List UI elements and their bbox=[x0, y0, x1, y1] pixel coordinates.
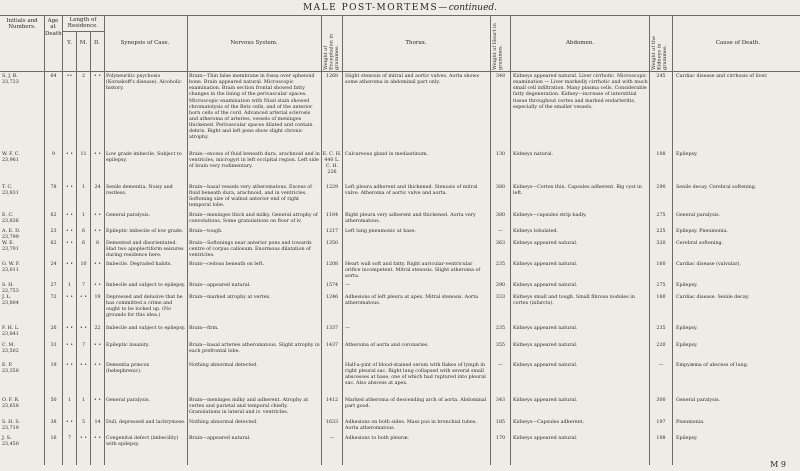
cell-m: 11 bbox=[80, 152, 87, 157]
patient-initials: W. E. bbox=[2, 241, 15, 246]
page-number: M 9 bbox=[770, 460, 786, 469]
cell-age: 78 bbox=[50, 185, 57, 190]
header-residence: Length of Residence. bbox=[67, 17, 99, 30]
cell-m: • • bbox=[79, 295, 88, 300]
cell-brain: 1246 bbox=[325, 295, 339, 300]
cell-y: • • bbox=[65, 241, 74, 246]
cell-abdomen: Kidneys appeared natural. bbox=[513, 326, 578, 331]
cell-synopsis: Congenital defect (imbecility) with epilepsy. bbox=[106, 436, 179, 448]
header-cause: Cause of Death. bbox=[715, 40, 761, 46]
cell-m: 6 bbox=[81, 241, 86, 246]
cell-nervous: Brain—Softenings near anterior pons and towards centre of corpus callosum. Enormous dilatation of ventricles. bbox=[189, 241, 312, 259]
cell-brain: 1574 bbox=[325, 283, 339, 288]
cell-abdomen: Kidneys appeared natural. bbox=[513, 436, 578, 441]
cell-nervous: Brain—excess of fluid beneath dura, arachnoid and in ventricles, microgyri in left occipital region. Left side of brain very rudimentary. bbox=[189, 152, 320, 170]
patient-number: 23,450 bbox=[2, 442, 19, 448]
cell-thorax: — bbox=[345, 326, 350, 331]
cell-m: 6 bbox=[81, 229, 86, 234]
cell-heart: 380 bbox=[495, 213, 506, 218]
patient-initials: E. C. bbox=[2, 213, 14, 218]
row-initials bbox=[2, 152, 42, 164]
cell-cause: Cerebral softening. bbox=[676, 241, 724, 246]
cell-age: 9 bbox=[51, 152, 56, 157]
cell-age: 23 bbox=[50, 229, 57, 234]
row-initials bbox=[2, 229, 42, 241]
cell-cause: Epilepsy. bbox=[676, 343, 698, 348]
cell-cause: General paralysis. bbox=[676, 398, 721, 403]
rule bbox=[672, 15, 673, 465]
cell-age: 72 bbox=[50, 295, 57, 300]
cell-cause: Epilepsy. bbox=[676, 152, 698, 157]
cell-thorax: — bbox=[345, 283, 350, 288]
cell-kidney: 197 bbox=[656, 420, 666, 425]
patient-number: 22,753 bbox=[2, 289, 19, 295]
patient-initials: J. L. bbox=[2, 295, 12, 300]
rule bbox=[0, 71, 800, 72]
cell-synopsis: Imbecile and subject to epilepsy. bbox=[106, 283, 186, 288]
cell-cause: Epilepsy. bbox=[676, 283, 698, 288]
cell-cause: Epilepsy. Pneumonia. bbox=[676, 229, 728, 234]
cell-y: • • bbox=[65, 343, 74, 348]
cell-m: • • bbox=[79, 436, 88, 441]
cell-age: 33 bbox=[50, 343, 57, 348]
cell-age: 62 bbox=[50, 241, 57, 246]
cell-thorax: Slight stenosis of mitral and aortic valves. Aorta shows some atheroma in abdominal part only. bbox=[345, 74, 479, 86]
row-initials bbox=[2, 363, 42, 375]
cell-brain: E. C. H. 440 L. C. H. 226 bbox=[322, 152, 342, 176]
cell-brain: 1350 bbox=[325, 241, 339, 246]
cell-synopsis: Senile dementia. Noisy and restless. bbox=[106, 185, 173, 197]
cell-cause: Pneumonia. bbox=[676, 420, 705, 425]
patient-initials: G. W. F. bbox=[2, 262, 20, 267]
rule bbox=[0, 15, 800, 16]
rule bbox=[510, 15, 511, 465]
patient-initials: S. H. S. bbox=[2, 420, 21, 425]
cell-thorax: Adhesions to both pleuræ. bbox=[345, 436, 410, 441]
cell-thorax: Atheroma of aorta and coronaries. bbox=[345, 343, 429, 348]
cell-heart: 363 bbox=[495, 241, 506, 246]
cell-d: 14 bbox=[94, 420, 101, 425]
cell-y: • • bbox=[65, 420, 74, 425]
cell-m: 7 bbox=[81, 283, 86, 288]
patient-initials: F. H. L. bbox=[2, 326, 20, 331]
cell-brain: 1437 bbox=[325, 343, 339, 348]
cell-heart: 380 bbox=[495, 185, 506, 190]
row-initials bbox=[2, 343, 42, 355]
cell-m: • • bbox=[79, 363, 88, 368]
row-initials bbox=[2, 283, 42, 295]
cell-thorax: Right pleura very adherent and thickened. Aorta very atheromatous. bbox=[345, 213, 476, 225]
cell-y: 7 bbox=[67, 436, 72, 441]
cell-synopsis: Epileptic imbecile of low grade. bbox=[106, 229, 184, 234]
cell-nervous: Brain—basal arteries atheromatous. Slight atrophy in each prefrontal lobe. bbox=[189, 343, 320, 355]
header-m: M. bbox=[79, 40, 88, 46]
patient-number: 23,358 bbox=[2, 369, 19, 375]
cell-y: • • bbox=[65, 185, 74, 190]
cell-kidney: 235 bbox=[656, 326, 666, 331]
row-initials bbox=[2, 295, 42, 307]
cell-nervous: Brain—basal vessels very atheromatous. Excess of fluid beneath dura, arachnoid, and in ventricles. Softening size of walnut anterior end of right temporal lobe. bbox=[189, 185, 312, 209]
cell-synopsis: Demented and disorientated. Had two apoplectiform seizures during residence here. bbox=[106, 241, 184, 259]
header-heart-weight: Weight of Heart in grammes. bbox=[492, 23, 504, 70]
patient-initials: O. F. R. bbox=[2, 398, 20, 403]
cell-d: • • bbox=[93, 398, 102, 403]
header-kidney-weight: Weight of the Kidneys in grammes. bbox=[651, 36, 668, 70]
cell-m: 5 bbox=[81, 420, 86, 425]
cell-heart: 185 bbox=[495, 420, 506, 425]
cell-d: • • bbox=[93, 343, 102, 348]
cell-heart: 235 bbox=[495, 262, 506, 267]
cell-y: • • bbox=[65, 213, 74, 218]
header-nervous: Nervous System. bbox=[230, 40, 278, 46]
cell-m: 2 bbox=[81, 74, 86, 79]
cell-nervous: Brain—appeared natural. bbox=[189, 436, 251, 441]
cell-synopsis: Depressed and delusive that he has committed a crime and ought to be locked up. (No grounds for this idea.) bbox=[106, 295, 183, 319]
cell-brain: 1412 bbox=[325, 398, 339, 403]
cell-d: • • bbox=[93, 152, 102, 157]
cell-y: • • bbox=[65, 152, 74, 157]
patient-initials: E. P. bbox=[2, 363, 13, 368]
patient-number: 23,701 bbox=[2, 247, 19, 253]
patient-number: 23,841 bbox=[2, 332, 19, 338]
rule bbox=[63, 31, 104, 32]
header-y: Y. bbox=[67, 40, 72, 46]
cell-synopsis: General paralysis. bbox=[106, 213, 151, 218]
patient-number: 23,502 bbox=[2, 349, 19, 355]
cell-age: 38 bbox=[50, 420, 57, 425]
cell-brain: 1184 bbox=[325, 213, 339, 218]
row-initials bbox=[2, 326, 42, 338]
patient-number: 23,723 bbox=[2, 80, 19, 86]
cell-abdomen: Kidneys appeared natural. bbox=[513, 283, 578, 288]
patient-number: 23,836 bbox=[2, 219, 19, 225]
cell-d: • • bbox=[93, 363, 102, 368]
patient-number: 23,719 bbox=[2, 426, 19, 432]
cell-brain: 1268 bbox=[325, 74, 339, 79]
cell-cause: Empyæma of abscess of lung. bbox=[676, 363, 749, 368]
cell-thorax: Adhesions of left pleura at apex. Mitral stenosis. Aorta atheromatous. bbox=[345, 295, 478, 307]
cell-y: • • bbox=[65, 363, 74, 368]
cell-abdomen: Kidneys appeared natural. bbox=[513, 262, 578, 267]
cell-thorax: Left pleura adherent and thickened. Stenosis of mitral valve. Atheroma of aortic valve and aorta. bbox=[345, 185, 478, 197]
cell-y: • • bbox=[65, 295, 74, 300]
cell-age: 27 bbox=[50, 283, 57, 288]
cell-age: 64 bbox=[50, 74, 57, 79]
cell-heart: — bbox=[498, 363, 503, 368]
cell-cause: General paralysis. bbox=[676, 213, 721, 218]
cell-nervous: Brain—meninges milky and adherent. Atrophy at vertex and parietal and temporal chiefly. Granulations in lateral and iv. ventricles. bbox=[189, 398, 309, 416]
cell-nervous: Nothing abnormal detected. bbox=[189, 420, 258, 425]
cell-synopsis: General paralysis. bbox=[106, 398, 151, 403]
cell-kidney: — bbox=[658, 363, 664, 368]
cell-synopsis: Polyneuritic psychosis (Korsakoff's disease). Alcoholic history. bbox=[106, 74, 182, 92]
cell-m: 1 bbox=[81, 185, 86, 190]
cell-age: 16 bbox=[50, 436, 57, 441]
patient-number: 23,799 bbox=[2, 235, 19, 241]
patient-number: 23,831 bbox=[2, 191, 19, 197]
cell-nervous: Brain—Thin false membrane in fossa over sphenoid bone. Brain appeared natural. Microscopic examination. Brain section frontal showed fatty changes in the lining of the perivascular spaces. Microscopic examination with Nissl stain showed chromatolysis of the Betz cells, and of the anterior horn cells of the cord. Advanced arterial sclerosis and atheroma of arteries, vessels of meninges thickened. Perivascular spaces dilated and contain debris. Right and left pons show slight chronic atrophy. bbox=[189, 74, 315, 141]
cell-nervous: Brain—cedous beneath on left. bbox=[189, 262, 265, 267]
cell-nervous: Brain—meninges thick and milky. General atrophy of convolutions. Some granulations on floor of iv. bbox=[189, 213, 318, 225]
cell-kidney: 220 bbox=[656, 343, 666, 348]
row-initials bbox=[2, 74, 42, 86]
cell-nervous: Brain—marked atrophy at vertex. bbox=[189, 295, 271, 300]
cell-thorax: Half-a-pint of blood-stained serum with flakes of lymph in right pleural sac. Right lung collapsed with several small abscesses at base, one of which had ruptured into pleural sac. Also abscess at apex. bbox=[345, 363, 486, 387]
cell-heart: 130 bbox=[495, 152, 506, 157]
cell-cause: Cardiac disease. Senile decay. bbox=[676, 295, 750, 300]
cell-d: • • bbox=[93, 229, 102, 234]
cell-y: • • bbox=[65, 229, 74, 234]
cell-abdomen: Kidneys natural. bbox=[513, 152, 553, 157]
cell-y: • • bbox=[65, 326, 74, 331]
cell-thorax: Left lung pneumonic at base. bbox=[345, 229, 416, 234]
cell-m: 10 bbox=[80, 262, 87, 267]
patient-initials: W. F. C. bbox=[2, 152, 20, 157]
cell-kidney: 290 bbox=[656, 185, 666, 190]
cell-d: 24 bbox=[94, 185, 101, 190]
cell-kidney: 300 bbox=[656, 398, 666, 403]
cell-kidney: 180 bbox=[656, 295, 666, 300]
cell-kidney: 275 bbox=[656, 213, 666, 218]
cell-synopsis: Epileptic insanity. bbox=[106, 343, 150, 348]
cell-nervous: Brain—appeared natural. bbox=[189, 283, 251, 288]
cell-heart: 355 bbox=[495, 343, 506, 348]
cell-abdomen: Kidneys—Cortex thin. Capsules adherent. Big cyst in left. bbox=[513, 185, 642, 197]
header-d: D. bbox=[94, 40, 100, 46]
patient-number: 23,804 bbox=[2, 301, 19, 307]
page-title: MALE POST-MORTEMS—continued. bbox=[302, 3, 498, 13]
header-thorax: Thorax. bbox=[405, 40, 427, 46]
cell-d: • • bbox=[93, 436, 102, 441]
cell-cause: Epilepsy. bbox=[676, 436, 698, 441]
header-initials: Initials and Numbers. bbox=[6, 18, 38, 31]
patient-number: 23,658 bbox=[2, 404, 19, 410]
cell-age: 50 bbox=[50, 398, 57, 403]
patient-initials: S. J. B. bbox=[2, 74, 18, 79]
cell-heart: 235 bbox=[495, 326, 506, 331]
cell-abdomen: Kidneys small and tough. Small fibrous nodules in cortex (infarcts). bbox=[513, 295, 635, 307]
cell-thorax: Adhesions on both sides. Mass pus in bronchial tubes. Aorta atheromatous. bbox=[345, 420, 477, 432]
cell-y: • • bbox=[65, 262, 74, 267]
patient-initials: C. M. bbox=[2, 343, 15, 348]
cell-thorax: Heart wall soft and fatty. Right auricular-ventricular orifice incompetent. Mitral stenosis. Slight atheroma of aorta. bbox=[345, 262, 481, 280]
cell-brain: — bbox=[329, 436, 335, 441]
cell-kidney: 108 bbox=[656, 152, 666, 157]
rule bbox=[342, 15, 343, 465]
cell-y: 1 bbox=[67, 398, 72, 403]
cell-synopsis: Low grade imbecile. Subject to epilepsy. bbox=[106, 152, 182, 164]
cell-thorax: Calcareous gland in mediastinum. bbox=[345, 152, 429, 157]
patient-number: 23,961 bbox=[2, 158, 19, 164]
header-brain-weight: Weight of Encephalon in grammes. bbox=[323, 33, 340, 70]
cell-abdomen: Kidneys—Capsules adherent. bbox=[513, 420, 585, 425]
cell-cause: Senile decay. Cerebral softening. bbox=[676, 185, 757, 190]
cell-m: 1 bbox=[81, 398, 86, 403]
cell-synopsis: Imbecile. Degraded habits. bbox=[106, 262, 172, 267]
rule bbox=[104, 15, 105, 465]
cell-abdomen: Kidneys appeared natural. bbox=[513, 343, 578, 348]
cell-age: 19 bbox=[50, 363, 57, 368]
cell-kidney: 225 bbox=[656, 229, 666, 234]
row-initials bbox=[2, 436, 42, 448]
cell-heart: 290 bbox=[495, 283, 506, 288]
patient-initials: A. E. D. bbox=[2, 229, 21, 234]
cell-brain: 1633 bbox=[325, 420, 339, 425]
patient-initials: J. S. bbox=[2, 436, 12, 441]
row-initials bbox=[2, 213, 42, 225]
cell-y: 1 bbox=[67, 283, 72, 288]
cell-abdomen: Kidneys appeared natural. bbox=[513, 241, 578, 246]
header-age: Age at Death. bbox=[45, 18, 64, 37]
cell-abdomen: Kidneys appeared natural. bbox=[513, 363, 578, 368]
cell-kidney: 245 bbox=[656, 74, 666, 79]
cell-m: 7 bbox=[81, 343, 86, 348]
header-abdomen: Abdomen. bbox=[565, 40, 595, 46]
cell-thorax: Marked atheroma of descending arch of aorta. Abdominal part good. bbox=[345, 398, 487, 410]
patient-initials: T. C. bbox=[2, 185, 13, 190]
cell-age: 62 bbox=[50, 213, 57, 218]
cell-brain: 1337 bbox=[325, 326, 339, 331]
cell-d: • • bbox=[93, 74, 102, 79]
cell-nervous: Brain—firm. bbox=[189, 326, 219, 331]
patient-initials: S. H. bbox=[2, 283, 14, 288]
header-symptoms: Synopsis of Case. bbox=[120, 40, 170, 46]
cell-heart: 343 bbox=[495, 398, 506, 403]
row-initials bbox=[2, 420, 42, 432]
cell-brain: 1217 bbox=[325, 229, 339, 234]
cell-heart: 170 bbox=[495, 436, 506, 441]
cell-d: • • bbox=[93, 262, 102, 267]
cell-kidney: 275 bbox=[656, 283, 666, 288]
row-initials bbox=[2, 241, 42, 253]
row-initials bbox=[2, 185, 42, 197]
cell-d: • • bbox=[93, 213, 102, 218]
cell-m: • • bbox=[79, 326, 88, 331]
cell-m: 1 bbox=[81, 213, 86, 218]
cell-synopsis: Imbecile and subject to epilepsy. bbox=[106, 326, 186, 331]
cell-d: • • bbox=[93, 283, 102, 288]
cell-d: 8 bbox=[95, 241, 100, 246]
cell-synopsis: Dementia præcox (hebephrenic). bbox=[106, 363, 150, 375]
cell-heart: 333 bbox=[495, 295, 506, 300]
row-initials bbox=[2, 262, 42, 274]
cell-y: •• bbox=[66, 74, 73, 79]
row-initials bbox=[2, 398, 42, 410]
cell-heart: 348 bbox=[495, 74, 506, 79]
cell-heart: — bbox=[498, 229, 503, 234]
cell-d: 19 bbox=[94, 295, 101, 300]
cell-cause: Epilepsy. bbox=[676, 326, 698, 331]
cell-age: 26 bbox=[50, 326, 57, 331]
cell-abdomen: Kidneys appeared natural. bbox=[513, 398, 578, 403]
cell-abdomen: Kidneys lobulated. bbox=[513, 229, 559, 234]
cell-cause: Cardiac disease (valvular). bbox=[676, 262, 741, 267]
cell-d: 22 bbox=[94, 326, 101, 331]
patient-number: 23,011 bbox=[2, 268, 19, 274]
cell-kidney: 160 bbox=[656, 262, 666, 267]
cell-abdomen: Kidneys—capsules strip badly. bbox=[513, 213, 587, 218]
rule bbox=[187, 15, 188, 465]
cell-kidney: 198 bbox=[656, 436, 666, 441]
cell-abdomen: Kidneys appeared natural. Liver cirrhotic. Microscopic examination — Liver markedly cirrhotic and with much small cell infiltration. Many plasma cells. Considerable fatty degeneration. Kidney—increase of interstitial tissue throughout cortex and marked endarteritis, especially of the smaller vessels. bbox=[513, 74, 648, 110]
cell-kidney: 320 bbox=[656, 241, 666, 246]
cell-nervous: Brain—tough. bbox=[189, 229, 223, 234]
cell-nervous: Nothing abnormal detected. bbox=[189, 363, 258, 368]
cell-age: 24 bbox=[50, 262, 57, 267]
cell-synopsis: Dull, depressed and lachrymose. bbox=[106, 420, 186, 425]
cell-brain: 1229 bbox=[325, 185, 339, 190]
cell-brain: 1208 bbox=[325, 262, 339, 267]
cell-cause: Cardiac disease and cirrhosis of liver. bbox=[676, 74, 768, 79]
